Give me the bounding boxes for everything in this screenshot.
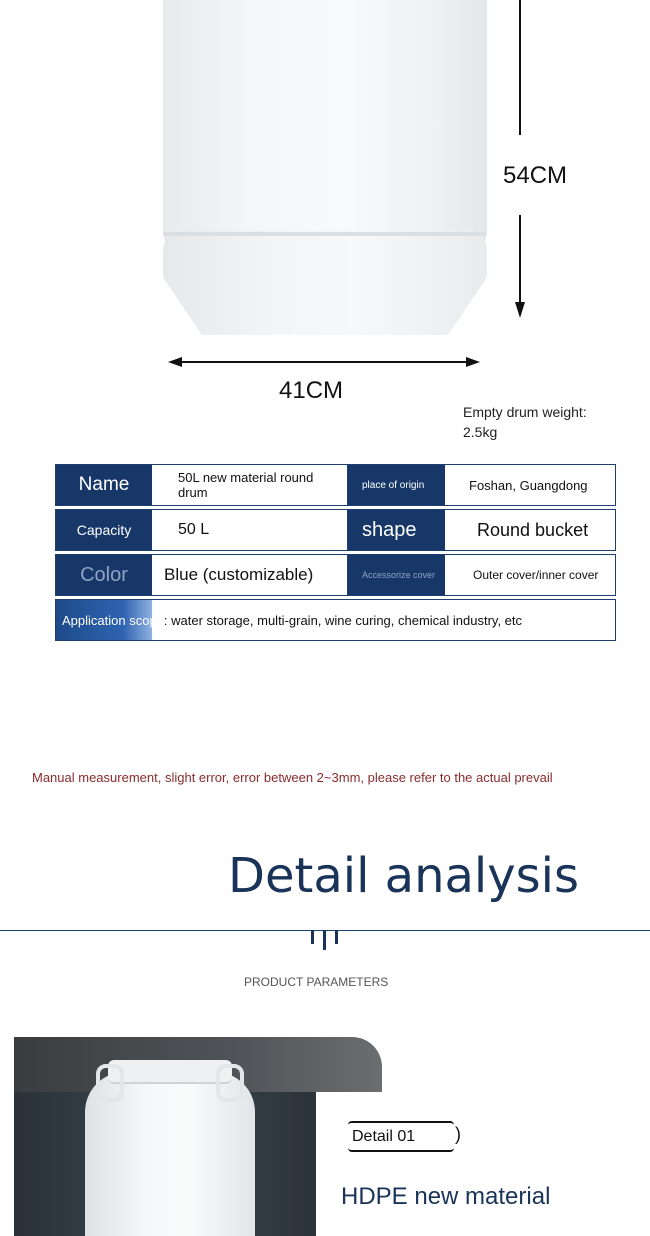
spec-row-name xyxy=(55,464,616,506)
application-key: Application scope xyxy=(62,612,164,628)
measurement-disclaimer: Manual measurement, slight error, error between 2~3mm, please refer to the actual prevail xyxy=(32,770,553,785)
empty-weight-text: Empty drum weight: 2.5kg xyxy=(463,404,587,440)
application-text xyxy=(56,613,522,628)
detail-tag: Detail 01 xyxy=(348,1121,454,1152)
application-value: : water storage, multi-grain, wine curing, chemical industry, etc xyxy=(163,612,523,628)
spec-table xyxy=(55,464,616,641)
spec-value: Blue (customizable) xyxy=(152,555,348,595)
spec-key: Capacity xyxy=(56,510,152,550)
spec-row-application xyxy=(55,599,616,641)
spec-key: Name xyxy=(56,465,152,505)
spec-value: 50L new material round drum xyxy=(152,465,348,505)
divider-tick xyxy=(335,930,338,944)
spec-key: shape xyxy=(348,510,445,550)
spec-row-color xyxy=(55,554,616,596)
spec-value: 50 L xyxy=(152,510,348,550)
spec-value: Outer cover/inner cover xyxy=(445,555,615,595)
right-handle-icon xyxy=(216,1064,244,1102)
spec-value: Round bucket xyxy=(445,510,615,550)
drum-base-image xyxy=(163,230,487,335)
drum-ring xyxy=(163,232,487,236)
spec-key: Accessorize cover xyxy=(348,555,445,595)
divider-tick xyxy=(323,930,326,950)
spec-row-capacity xyxy=(55,509,616,551)
spec-value: Foshan, Guangdong xyxy=(445,465,615,505)
spec-key: Color xyxy=(56,555,152,595)
detail-tag-paren: ) xyxy=(455,1124,461,1144)
divider-tick xyxy=(311,930,314,944)
left-handle-icon xyxy=(96,1064,124,1102)
drum-body-image xyxy=(163,0,487,260)
section-title: Detail analysis xyxy=(228,848,579,904)
height-label: 54CM xyxy=(503,162,568,189)
section-subtitle: PRODUCT PARAMETERS xyxy=(244,975,389,989)
spec-key: place of origin xyxy=(348,465,445,505)
width-arrow-icon xyxy=(168,352,480,372)
detail-heading: HDPE new material xyxy=(341,1183,551,1210)
bucket-lid-image xyxy=(108,1060,232,1084)
width-label: 41CM xyxy=(279,377,344,404)
